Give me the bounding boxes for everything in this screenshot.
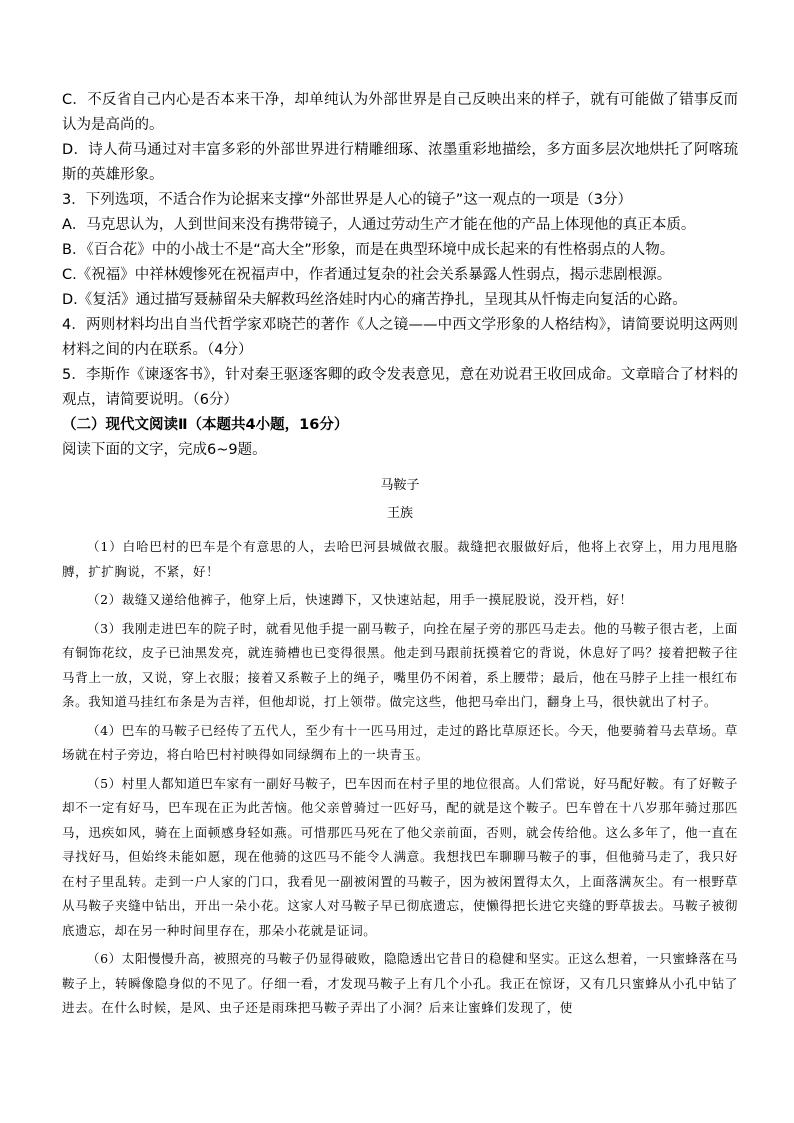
reading-instruction: 阅读下面的文字，完成6~9题。 [62,442,267,458]
question-3-stem: 3．下列选项，不适合作为论据来支撑“外部世界是人心的镜子”这一观点的一项是（3分） [62,192,632,208]
question-3-option-b: B．《百合花》中的小战士不是“高大全”形象，而是在典型环境中成长起来的有性格弱点的人物。 [62,242,675,258]
story-paragraph-2: （2）裁缝又递给他裤子，他穿上后，快速蹲下，又快速站起，用手一摸屁股说，没开档，好！ [87,592,633,607]
story-title: 马鞍子 [380,478,420,493]
story-paragraph-5: （5）村里人都知道巴车家有一副好马鞍子，巴车因而在村子里的地位很高。人们常说，好马配好鞍。有了好鞍子却不一定有好马，巴车现在正为此苦恼。他父亲曾骑过一匹好马，配的就是这个鞍子。巴车曾在十八岁那年骑过那匹马，迅疾如风，骑在上面顿感身轻如燕。可惜那匹马死在了他父亲前面，否则，就会传给他。这么多年了，他一直在寻找好马，但始终未能如愿，现在他骑的这匹马不能令人满意。我想找巴车聊聊马鞍子的事，但他骑马走了，我只好在村子里乱转。走到一户人家的门口，我看见一副被闲置的马鞍子，因为被闲置得太久，上面落满灰尘。有一根野草从马鞍子夹缝中钻出，开出一朵小花。这家人对马鞍子早已彻底遗忘，使懒得把长进它夹缝的野草拔去。马鞍子被彻底遗忘，却在另一种时间里存在，那朵小花就是证词。 [62,775,738,938]
section-heading: （二）现代文阅读Ⅱ（本题共4小题，16分） [62,417,349,433]
question-4: 4．两则材料均出自当代哲学家邓晓芒的著作《人之镜——中西文学形象的人格结构》，请简要说明这两则材料之间的内在联系。（4分） [62,317,738,358]
story-paragraph-1: （1）白哈巴村的巴车是个有意思的人，去哈巴河县城做衣服。裁缝把衣服做好后，他将上衣穿上，用力甩甩胳膊，扩扩胸说，不紧，好！ [62,539,738,579]
story-paragraph-6: （6）太阳慢慢升高，被照亮的马鞍子仍显得破败，隐隐透出它昔日的稳健和坚实。正这么想着，一只蜜蜂落在马鞍子上，转瞬像隐身似的不见了。仔细一看，才发现马鞍子上有几个小孔。我正在惊讶，又有几只蜜蜂从小孔中钻了进去。在什么时候，是风、虫子还是雨珠把马鞍子弄出了小洞？后来让蜜蜂们发现了，使 [62,951,738,1015]
story-paragraph-4: （4）巴车的马鞍子已经传了五代人，至少有十一匹马用过，走过的路比草原还长。今天，他要骑着马去草场。草场就在村子旁边，将白哈巴村衬映得如同绿绸布上的一块青玉。 [62,722,738,762]
question-3-option-a: A．马克思认为，人到世间来没有携带镜子，人通过劳动生产才能在他的产品上体现他的真正本质。 [62,217,696,233]
story-paragraph-3: （3）我刚走进巴车的院子时，就看见他手提一副马鞍子，向拴在屋子旁的那匹马走去。他的马鞍子很古老，上面有铜饰花纹，皮子已油黑发亮，就连骑槽也已变得很黑。他走到马跟前抚摸着它的背说，休息好了吗？接着把鞍子往马背上一放，又说，穿上衣服；接着又系鞍子上的绳子，嘴里仍不闲着，系上腰带；最后，他在马脖子上挂一根红布条。我知道马挂红布条是为吉祥，但他却说，打上领带。做完这些，他把马牵出门，翻身上马，很快就出了村子。 [62,620,738,709]
document-page [62,88,738,1025]
question-3-option-d: D.《复活》通过描写聂赫留朵夫解救玛丝洛娃时内心的痛苦挣扎，呈现其从忏悔走向复活的心路。 [62,292,687,308]
story-author: 王族 [386,506,413,521]
option-c: C．不反省自己内心是否本来干净，却单纯认为外部世界是自己反映出来的样子，就有可能做了错事反而认为是高尚的。 [62,92,738,133]
option-d: D．诗人荷马通过对丰富多彩的外部世界进行精雕细琢、浓墨重彩地描绘，多方面多层次地烘托了阿喀琉斯的英雄形象。 [62,142,738,183]
question-3-option-c: C.《祝福》中祥林嫂惨死在祝福声中，作者通过复杂的社会关系暴露人性弱点，揭示悲剧根源。 [62,267,672,283]
question-5: 5．李斯作《谏逐客书》，针对秦王驱逐客卿的政令发表意见，意在劝说君王收回成命。文章暗合了材料的观点，请简要说明。（6分） [62,367,738,408]
